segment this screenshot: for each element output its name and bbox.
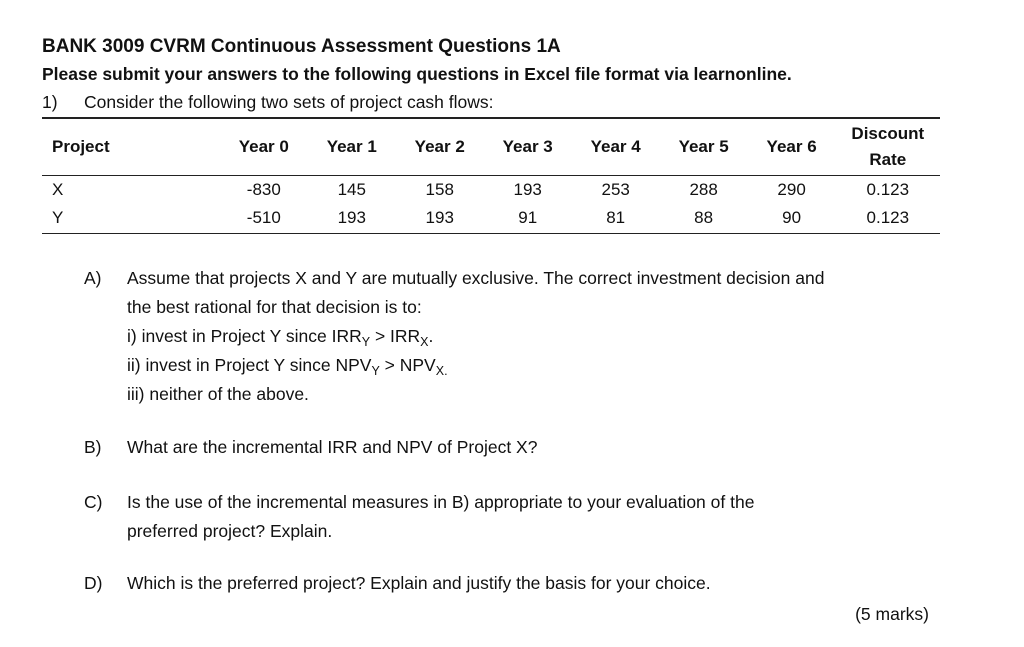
- header-year-0: Year 0: [220, 118, 308, 175]
- part-a-body: [127, 265, 824, 410]
- option-2-subscript-x: X.: [435, 364, 448, 378]
- part-a-option-3: iii) neither of the above.: [127, 384, 309, 404]
- cell-year-2: 193: [396, 204, 484, 233]
- part-c-line2: preferred project? Explain.: [127, 521, 333, 541]
- cell-year-4: 81: [572, 204, 660, 233]
- option-1-subscript-y: Y: [361, 335, 371, 349]
- cell-year-6: 90: [748, 204, 836, 233]
- cell-year-3: 91: [484, 204, 572, 233]
- option-1-text-mid: > IRR: [370, 326, 421, 346]
- cell-discount-rate: 0.123: [836, 204, 940, 233]
- cell-year-0: -510: [220, 204, 308, 233]
- part-c-body: [127, 489, 754, 547]
- part-d-text: Which is the preferred project? Explain and justify the basis for your choice.: [127, 573, 711, 593]
- cell-year-0: -830: [246, 179, 281, 199]
- cell-year-4: 253: [601, 179, 630, 199]
- part-d-label: D): [84, 573, 103, 593]
- table-header-row: [42, 118, 940, 175]
- header-discount-line1: Discount: [851, 123, 925, 143]
- header-year-1: Year 1: [308, 118, 396, 175]
- cell-year-5: 88: [660, 204, 748, 233]
- cell-discount-rate: 0.123: [866, 179, 910, 199]
- option-1-text-end: .: [428, 326, 434, 346]
- cell-year-1: 193: [308, 204, 396, 233]
- page-title: BANK 3009 CVRM Continuous Assessment Questions 1A: [42, 36, 561, 57]
- header-project: Project: [42, 118, 220, 175]
- option-2-text-mid: > NPV: [379, 355, 436, 375]
- cash-flow-table: [42, 117, 940, 234]
- option-1-subscript-x: X: [420, 335, 429, 349]
- header-year-4: Year 4: [572, 118, 660, 175]
- header-year-2: Year 2: [396, 118, 484, 175]
- option-1-text: i) invest in Project Y since IRR: [127, 326, 362, 346]
- cell-year-2: 158: [425, 179, 454, 199]
- table-row: [42, 204, 940, 233]
- option-2-subscript-y: Y: [371, 364, 380, 378]
- header-discount-line2: Rate: [869, 149, 907, 169]
- marks-label: (5 marks): [855, 604, 929, 624]
- question-intro: [42, 92, 494, 113]
- part-a-line2: the best rational for that decision is to:: [127, 297, 422, 317]
- table-row: [42, 175, 940, 204]
- row-project-name: Y: [42, 204, 220, 233]
- part-b-body: [127, 434, 537, 463]
- submission-instruction: Please submit your answers to the following questions in Excel file format via learnonline.: [42, 64, 792, 84]
- part-b-text: What are the incremental IRR and NPV of Project X?: [127, 437, 538, 457]
- part-c-line1: Is the use of the incremental measures in B) appropriate to your evaluation of the: [127, 492, 755, 512]
- part-b-label: B): [84, 437, 102, 457]
- question-intro-text: Consider the following two sets of project cash flows:: [84, 92, 494, 112]
- cell-year-1: 145: [337, 179, 366, 199]
- part-a-option-1: [127, 323, 824, 352]
- header-year-3: Year 3: [484, 118, 572, 175]
- cell-year-3: 193: [513, 179, 542, 199]
- part-d-body: [127, 570, 711, 599]
- row-project-name: X: [52, 179, 64, 199]
- part-a-option-2: [127, 352, 824, 381]
- cell-year-5: 288: [689, 179, 718, 199]
- cell-year-6: 290: [777, 179, 806, 199]
- header-discount-rate: [836, 118, 940, 175]
- part-a-line1: Assume that projects X and Y are mutually exclusive. The correct investment decision and: [127, 268, 825, 288]
- part-a-label: A): [84, 268, 102, 288]
- question-number: 1): [42, 92, 58, 112]
- option-2-text: ii) invest in Project Y since NPV: [127, 355, 372, 375]
- header-year-5: Year 5: [660, 118, 748, 175]
- part-c-label: C): [84, 492, 103, 512]
- header-year-6: Year 6: [748, 118, 836, 175]
